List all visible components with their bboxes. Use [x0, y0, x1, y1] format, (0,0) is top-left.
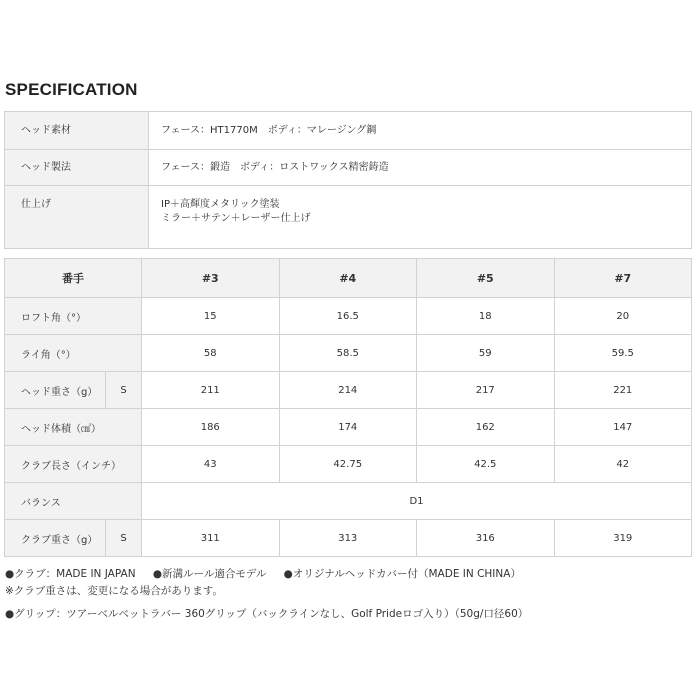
spec-label: ヘッド製法: [5, 150, 149, 186]
spec-label: ヘッド素材: [5, 112, 149, 150]
notes-caveat: ※クラブ重さは、変更になる場合があります。: [5, 585, 223, 597]
table-row: [5, 335, 692, 372]
cell: 174: [279, 409, 417, 446]
row-label: ヘッド体積（㎤）: [5, 409, 142, 446]
cell: 18: [417, 298, 555, 335]
header-cell: #4: [279, 259, 417, 298]
note-item: ●新溝ルール適合モデル: [152, 568, 267, 580]
club-spec-table: [4, 258, 692, 557]
table-row: [5, 446, 692, 483]
table-row: [5, 372, 692, 409]
cell: D1: [142, 483, 692, 520]
note-item: ●オリジナルヘッドカバー付（MADE IN CHINA）: [283, 568, 521, 580]
cell: 311: [142, 520, 280, 557]
header-cell: #5: [417, 259, 555, 298]
row-label: ロフト角（°）: [5, 298, 142, 335]
spec-value: フェース：HT1770M ボディ：マレージング鋼: [149, 112, 692, 150]
table-row: [5, 483, 692, 520]
cell: 42.5: [417, 446, 555, 483]
spec-row-head-material: [5, 112, 692, 150]
notes-line: [5, 566, 535, 581]
note-item: ●クラブ：MADE IN JAPAN: [5, 568, 136, 580]
table-row: [5, 409, 692, 446]
row-label: クラブ長さ（インチ）: [5, 446, 142, 483]
cell: 58: [142, 335, 280, 372]
notes-grip: ●グリップ：ツアーベルベットラバー 360グリップ（バックラインなし、Golf Prideロゴ入り）（50g/口径60）: [5, 608, 529, 620]
page-title: SPECIFICATION: [5, 80, 138, 99]
spec-value: フェース：鍛造 ボディ：ロストワックス精密鋳造: [149, 150, 692, 186]
row-sublabel: S: [106, 372, 142, 409]
spec-value-line: ミラー＋サテン＋レーザー仕上げ: [161, 213, 311, 224]
cell: 15: [142, 298, 280, 335]
material-spec-table: [4, 111, 692, 249]
table-row: [5, 520, 692, 557]
spec-label: 仕上げ: [5, 186, 149, 249]
cell: 20: [554, 298, 692, 335]
cell: 59: [417, 335, 555, 372]
cell: 147: [554, 409, 692, 446]
cell: 162: [417, 409, 555, 446]
cell: 217: [417, 372, 555, 409]
spec-row-finish: [5, 186, 692, 249]
cell: 42: [554, 446, 692, 483]
spec-value-line: IP＋高輝度メタリック塗装: [161, 199, 280, 210]
cell: 316: [417, 520, 555, 557]
spec-value: [149, 186, 692, 249]
cell: 42.75: [279, 446, 417, 483]
table-row: [5, 298, 692, 335]
cell: 58.5: [279, 335, 417, 372]
table-header-row: [5, 259, 692, 298]
spec-row-head-method: [5, 150, 692, 186]
cell: 43: [142, 446, 280, 483]
header-cell: 番手: [5, 259, 142, 298]
row-label: バランス: [5, 483, 142, 520]
cell: 16.5: [279, 298, 417, 335]
cell: 313: [279, 520, 417, 557]
cell: 221: [554, 372, 692, 409]
cell: 186: [142, 409, 280, 446]
header-cell: #7: [554, 259, 692, 298]
row-label: ライ角（°）: [5, 335, 142, 372]
row-sublabel: S: [106, 520, 142, 557]
cell: 319: [554, 520, 692, 557]
cell: 214: [279, 372, 417, 409]
header-cell: #3: [142, 259, 280, 298]
row-label: ヘッド重さ（g）: [5, 372, 106, 409]
cell: 59.5: [554, 335, 692, 372]
cell: 211: [142, 372, 280, 409]
row-label: クラブ重さ（g）: [5, 520, 106, 557]
